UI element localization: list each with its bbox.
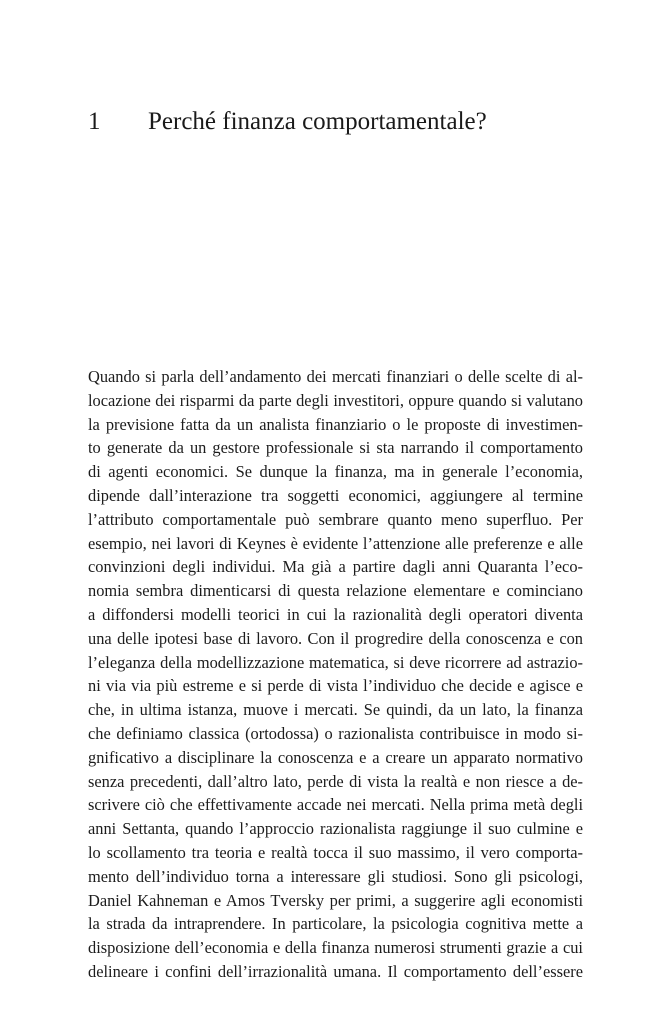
text-line: Daniel Kahneman e Amos Tversky per primi, a suggerire agli economisti (88, 890, 583, 910)
chapter-heading (88, 104, 588, 140)
text-line: l’eleganza della modellizzazione matematica, si deve ricorrere ad astrazio- (88, 652, 583, 672)
text-line: esempio, nei lavori di Keynes è evidente l’attenzione alle preferenze e alle (88, 533, 583, 553)
text-line: locazione dei risparmi da parte degli investitori, oppure quando si valutano (88, 390, 583, 410)
text-line: senza precedenti, dall’altro lato, perde di vista la realtà e non riesce a de- (88, 771, 583, 791)
text-line: mento dell’individuo torna a interessare gli studiosi. Sono gli psicologi, (88, 866, 583, 886)
text-line: l’attributo comportamentale può sembrare quanto meno superfluo. Per (88, 509, 583, 529)
text-line: di agenti economici. Se dunque la finanza, ma in generale l’economia, (88, 462, 583, 482)
text-line: una delle ipotesi base di lavoro. Con il progredire della conoscenza e con (88, 628, 583, 648)
text-line: scrivere ciò che effettivamente accade nei mercati. Nella prima metà degli (88, 795, 583, 815)
text-line: a diffondersi modelli teorici in cui la razionalità degli operatori diventa (88, 604, 583, 624)
text-line: che definiamo classica (ortodossa) o razionalista contribuisce in modo si- (88, 723, 583, 743)
chapter-number: 1 (88, 108, 101, 135)
text-line: to generate da un gestore professionale si sta narrando il comportamento (88, 438, 583, 458)
text-line: lo scollamento tra teoria e realtà tocca il suo massimo, il vero comporta- (88, 842, 583, 862)
body-paragraph (88, 365, 583, 984)
text-line: gnificativo a disciplinare la conoscenza e a creare un apparato normativo (88, 747, 583, 767)
chapter-title: Perché finanza comportamentale? (148, 108, 487, 135)
text-line: dipende dall’interazione tra soggetti economici, aggiungere al termine (88, 485, 583, 505)
text-line: la previsione fatta da un analista finanziario o le proposte di investimen- (88, 414, 583, 434)
text-line: delineare i confini dell’irrazionalità umana. Il comportamento dell’essere (88, 961, 583, 981)
text-line: disposizione dell’economia e della finanza numerosi strumenti grazie a cui (88, 938, 583, 958)
text-line: anni Settanta, quando l’approccio razionalista raggiunge il suo culmine e (88, 819, 583, 839)
text-line: Quando si parla dell’andamento dei mercati finanziari o delle scelte di al- (88, 367, 583, 386)
text-line: convinzioni degli individui. Ma già a partire dagli anni Quaranta l’eco- (88, 557, 583, 577)
text-line: la strada da intraprendere. In particolare, la psicologia cognitiva mette a (88, 914, 583, 934)
text-line: nomia sembra dimenticarsi di questa relazione elementare e cominciano (88, 581, 583, 601)
text-line: che, in ultima istanza, muove i mercati. Se quindi, da un lato, la finanza (88, 700, 583, 720)
text-line: ni via via più estreme e si perde di vista l’individuo che decide e agisce e (88, 676, 583, 696)
